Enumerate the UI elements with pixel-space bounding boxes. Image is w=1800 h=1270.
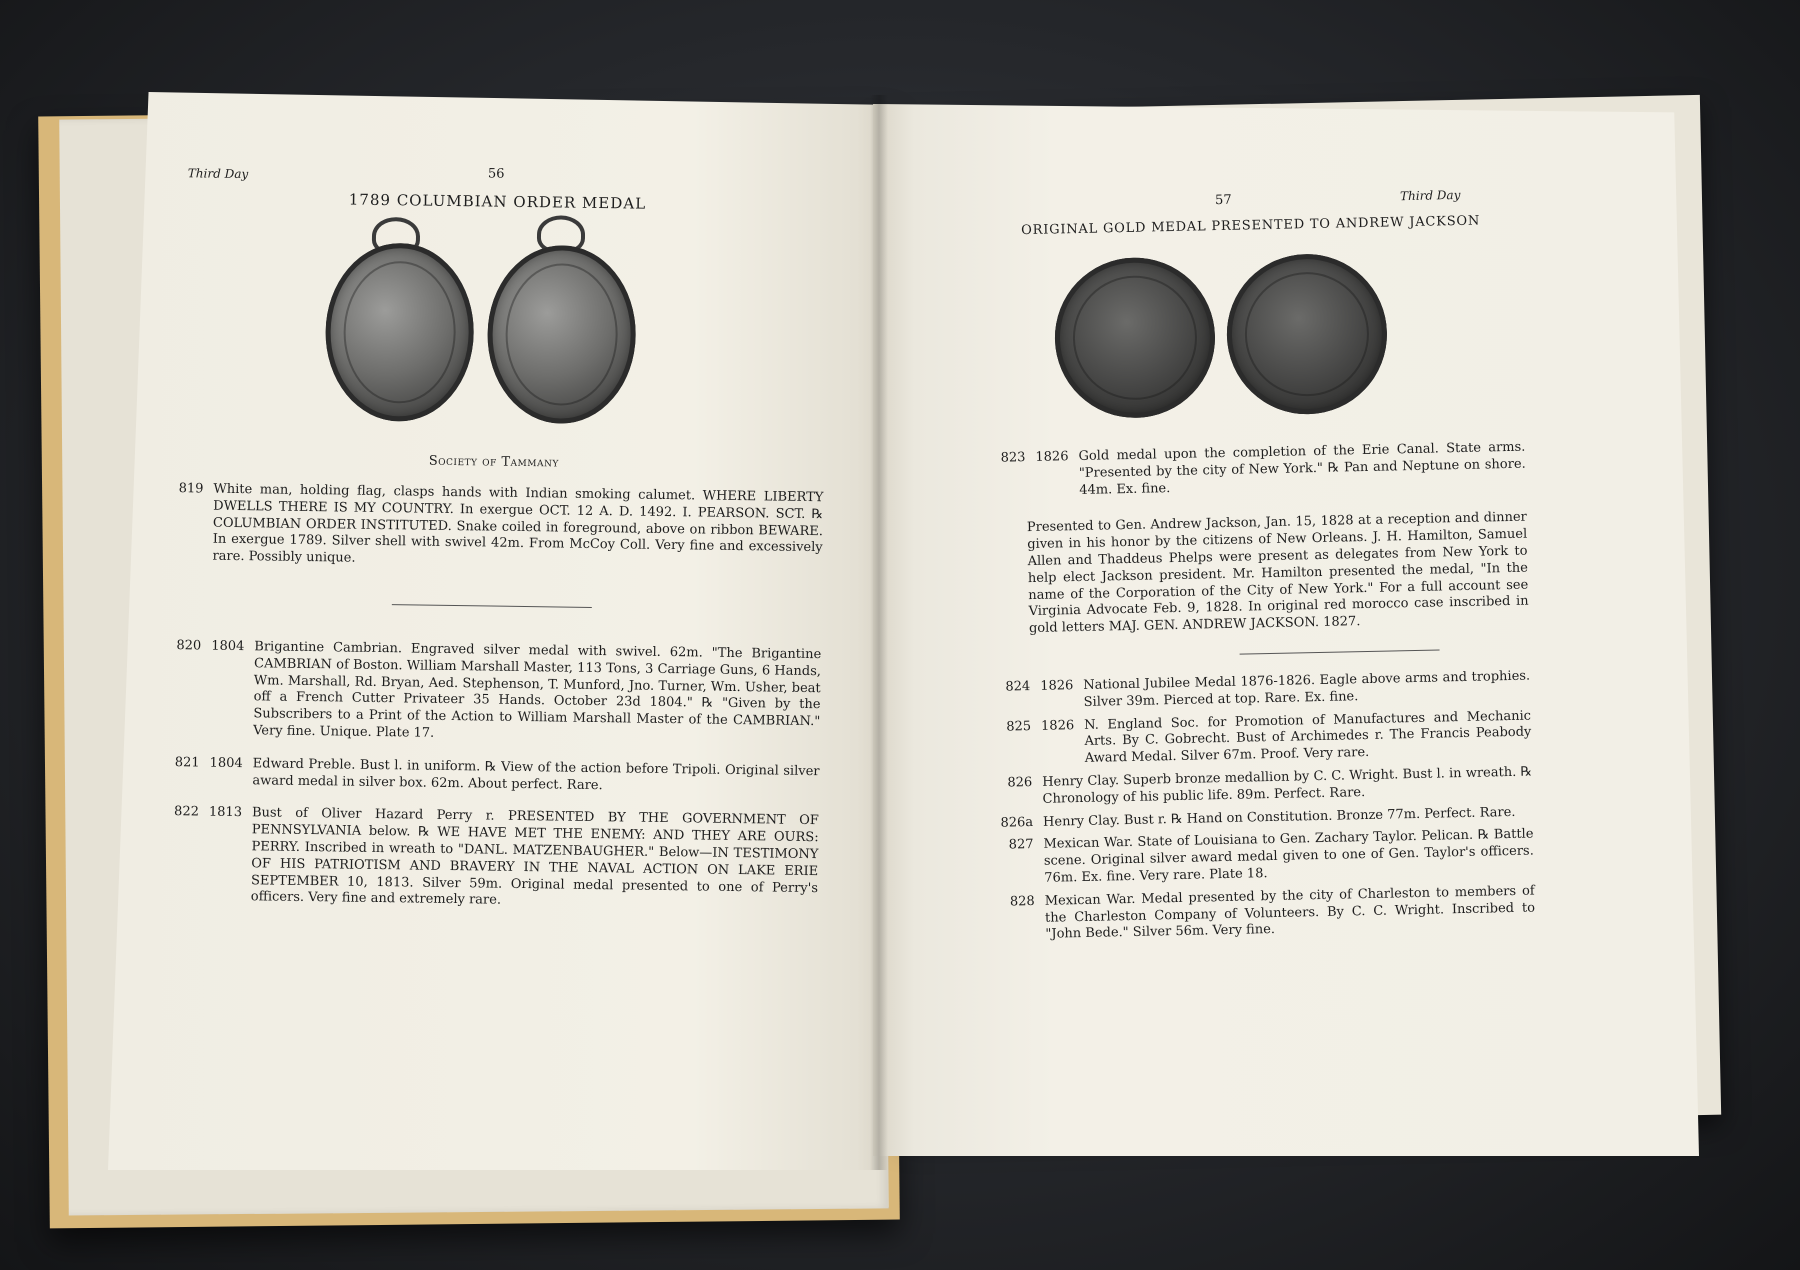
lot-description: Mexican War. Medal presented by the city of Charleston to members of the Charleston Company of Volunteers. By C. C. Wright. Inscribed to "John Bede." Silver 56m. Very fine.	[1044, 883, 1536, 943]
lot-number: 826a	[1000, 814, 1034, 831]
lot-year: 1826	[1035, 449, 1069, 465]
lot-entry	[992, 765, 1533, 810]
lot-entry	[162, 481, 823, 574]
medal-photos	[981, 236, 1525, 427]
medal-rim	[1244, 271, 1371, 398]
page-number: 56	[487, 166, 505, 182]
lot-description: Henry Clay. Bust r. ℞ Hand on Constitution. Bronze 77m. Perfect. Rare.	[1042, 804, 1516, 830]
lot-number: 825	[1006, 718, 1032, 735]
lot-entry	[159, 755, 819, 798]
lot-description: Brigantine Cambrian. Engraved silver medal with swivel. 62m. "The Brigantine CAMBRIAN of Boston. William Marshall Master, 113 Tons, 3 Carriage Guns, 6 Hands, Wm. Marshall, Rd. Bryan, Aed. Stephenson, T. Munford, Jno. Turner, Wm. Usher, beat off a French Cutter Privateer 35 Hands. October 23d 1804." ℞ "Given by the Subscribers to a Print of the Action to William Marshall Master of the CAMBRIAN." Very fine. Unique. Plate 17.	[253, 639, 822, 741]
lot-description: Henry Clay. Superb bronze medallion by C. C. Wright. Bust l. in wreath. ℞ Chronology of his public life. 89m. Perfect. Rare.	[1042, 764, 1533, 807]
lot-number: 824	[1005, 679, 1031, 695]
page-title: 1789 COLUMBIAN ORDER MEDAL	[348, 190, 647, 213]
lot-number: 819	[178, 481, 204, 497]
running-head-day: Third Day	[1399, 187, 1461, 204]
lot-entry	[985, 440, 1526, 502]
medal-rim	[343, 260, 457, 404]
lot-description: White man, holding flag, clasps hands with Indian smoking calumet. WHERE LIBERTY DWELLS THERE IS MY COUNTRY. In exergue OCT. 12 A. D. 1492. I. PEARSON. SCT. ℞ COLUMBIAN ORDER INSTITUTED. Snake coiled in foreground, above on ribbon BEWARE. In exergue 1789. Silver shell with swivel 42m. From McCoy Coll. Very fine and excessively rare. Possibly unique.	[212, 481, 824, 566]
lot-description: Bust of Oliver Hazard Perry r. PRESENTED BY THE GOVERNMENT OF PENNSYLVANIA below. ℞ WE HAVE MET THE ENEMY: AND THEY ARE OURS: PERRY. Inscribed in wreath to "DANL. MATZENBAUGHER." Below—IN TESTIMONY OF HIS PATRIOTISM AND BRAVERY IN THE NAVAL ACTION ON LAKE ERIE SEPTEMBER 10, 1813. Silver 59m. Original medal presented to one of Perry's officers. Very fine and extremely rare.	[250, 805, 819, 909]
lot-number: 823	[1000, 450, 1026, 466]
medal-reverse-image	[486, 244, 636, 424]
lot-description: Edward Preble. Bust l. in uniform. ℞ View of the action before Tripoli. Original silver award medal in silver box. 62m. About perfect. Rare.	[252, 756, 820, 793]
left-page-content	[158, 162, 828, 914]
section-divider	[392, 604, 592, 608]
book-gutter	[870, 95, 888, 1170]
lot-number: 820	[176, 638, 202, 654]
lot-number: 827	[1008, 837, 1034, 853]
lot-entry	[990, 669, 1531, 714]
medal-photos	[164, 214, 827, 453]
right-page-content	[980, 187, 1536, 945]
medal-reverse-image	[1225, 253, 1388, 416]
lot-number: 821	[174, 754, 200, 771]
lot-number: 828	[1009, 893, 1035, 910]
page-number: 57	[1214, 192, 1232, 209]
lot-year: 1826	[1040, 717, 1075, 734]
lot-entry	[160, 638, 821, 748]
lot-number: 826	[1007, 774, 1033, 791]
section-divider	[1240, 649, 1440, 654]
lot-entry	[993, 827, 1534, 889]
medal-rim	[1072, 275, 1199, 402]
lot-year: 1804	[209, 755, 243, 771]
medal-rim	[505, 263, 619, 407]
lot-entry	[158, 804, 819, 914]
lot-description: Mexican War. State of Louisiana to Gen. Zachary Taylor. Pelican. ℞ Battle scene. Original silver award medal given to one of Gen. Taylor's officers. 76m. Ex. fine. Very rare. Plate 18.	[1043, 826, 1534, 886]
lot-description: Gold medal upon the completion of the Erie Canal. State arms. "Presented by the city of New York." ℞ Pan and Neptune on shore. 44m. Ex. fine.	[1078, 439, 1526, 498]
lot-year: 1804	[211, 638, 245, 655]
figure-caption: Society of Tammany	[428, 453, 559, 471]
lot-year: 1826	[1040, 678, 1074, 694]
lot-number: 822	[173, 804, 200, 820]
lot-year: 1813	[208, 804, 243, 821]
lot-description: N. England Soc. for Promotion of Manufactures and Mechanic Arts. By C. Gobrecht. Bust of Archimedes r. The Francis Peabody Award Medal. Silver 67m. Proof. Very rare.	[1083, 708, 1532, 767]
medal-obverse-image	[1053, 256, 1216, 419]
medal-obverse-image	[324, 242, 474, 422]
running-head-day: Third Day	[187, 166, 249, 182]
page-title: ORIGINAL GOLD MEDAL PRESENTED TO ANDREW JACKSON	[1021, 213, 1481, 239]
lot-entry	[991, 708, 1532, 770]
lot-description: National Jubilee Medal 1876-1826. Eagle above arms and trophies. Silver 39m. Pierced at top. Rare. Ex. fine.	[1083, 668, 1531, 710]
provenance-paragraph: Presented to Gen. Andrew Jackson, Jan. 15, 1828 at a reception and dinner given in his honor by the citizens of New Orleans. J. H. Hamilton, Samuel Allen and Thaddeus Phelps were present as delegates from New York to help elect Jackson president. Mr. Hamilton presented the medal, "In the name of the Corporation of the City of New York." For a full account see Virginia Advocate Feb. 9, 1828. In original red morocco case inscribed in gold letters MAJ. GEN. ANDREW JACKSON. 1827.	[1026, 510, 1529, 637]
